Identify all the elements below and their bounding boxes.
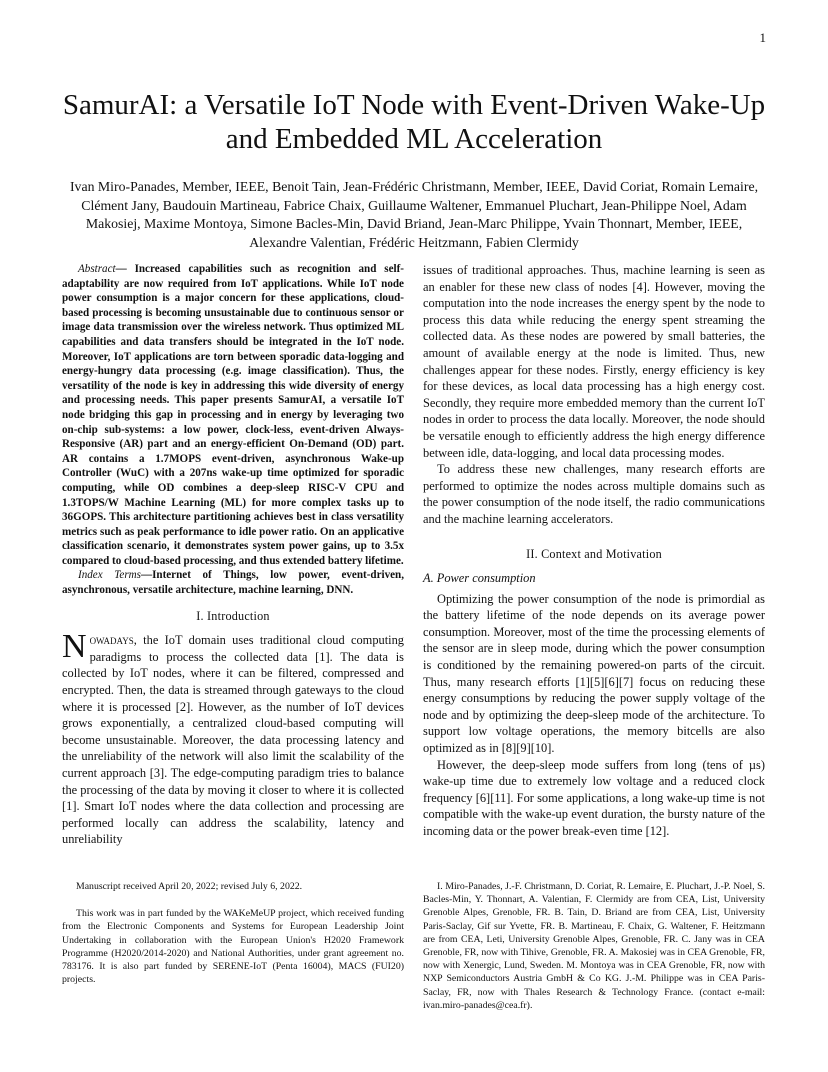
intro-paragraph bbox=[62, 628, 404, 848]
intro-text: the IoT domain uses traditional cloud computing paradigms to process the collected data [1]. The data is collected by IoT nodes, where it can be filtered, compressed and encrypted. Then, the data is streamed through gateways to the cloud where it is processed [2]. However, as the number of IoT devices grows exponentially, a centralized cloud-based computing will become unsustainable. Moreover, the data processing latency and the unreliability of the network will also limit the scalability of the current approach [3]. The edge-computing paradigm tries to balance the processing of the data by moving it closer to where it is collected [1]. Smart IoT nodes where the data collection and processing are performed locally can address the scalability, latency and unreliability bbox=[62, 633, 404, 847]
footnotes-right bbox=[423, 880, 765, 1012]
right-paragraph-1: issues of traditional approaches. Thus, machine learning is seen as an enabler for these new class of nodes [4]. However, moving the computation into the node increases the energy spent by the node to process this data while reducing the energy spent streaming the collected data. As these nodes are powered by small batteries, the amount of available energy at the node is limited. Thus, new challenges appear for these nodes. Firstly, energy efficiency is key for these devices, as local data processing has a high energy cost. Secondly, they require more embedded memory than the current IoT nodes in order to process the data locally. Moreover, the node should be versatile enough to efficiently address the high energy difference between idle, data-logging, and local data processing modes. bbox=[423, 263, 765, 460]
footnote-affiliations: I. Miro-Panades, J.-F. Christmann, D. Coriat, R. Lemaire, E. Pluchart, J.-P. Noel, S. Bacles-Min, Y. Thonnart, A. Valentian, F. Clermidy are from CEA, List, University Grenoble Alpes, Grenoble, FR. B. Tain, D. Briand are from CEA, List, University Paris-Saclay, Gif sur Yvette, FR. B. Martineau, F. Chaix, G. Waltener, F. Heitzmann are from CEA, Leti, University Grenoble Alpes, Grenoble, FR. C. Jany was in CEA Grenoble, FR, now with Tihive, Grenoble, FR. A. Makosiej was in CEA Grenoble, FR, now with Xenergic, Lund, Sweden. M. Montoya was in CEA Grenoble, FR, now with NXP Semiconductors Austria GmbH & Co KG. J.-M. Philippe was in CEA Paris-Saclay, FR, now with Thales Research & Technology France. (contact e-mail: ivan.miro-panades@cea.fr). bbox=[423, 881, 765, 1011]
power-paragraph-2: However, the deep-sleep mode suffers from long (tens of µs) wake-up time due to extremely low voltage and a reduced clock frequency [6][11]. For some applications, a long wake-up time is not compatible with the wake-up event duration, the bursty nature of the incoming data or the power break-even time [12]. bbox=[423, 757, 765, 838]
abstract-text: — Increased capabilities such as recognition and self-adaptability are now required from IoT applications. While IoT node power consumption is a major concern for these applications, cloud-based processing is becoming unsustainable due to continuous sensor or image data transmission over the wireless network. Thus optimized ML capabilities and data transfers should be integrated in the IoT node. Moreover, IoT applications are torn between sporadic data-logging and energy-hungry data processing (e.g. image classification). Thus, the versatility of the node is key in addressing this wide diversity of energy and processing needs. This paper presents SamurAI, a versatile IoT node bridging this gap in processing and in energy by leveraging two on-chip sub-systems: a low power, clock-less, event-driven Always-Responsive (AR) part and an energy-efficient On-Demand (OD) part. AR contains a 1.7MOPS event-driven, asynchronous Wake-up Controller (WuC) with a 207ns wake-up time optimized for sporadic computing, while OD combines a deep-sleep RISC-V CPU and 1.3TOPS/W Machine Learning (ML) for more complex tasks up to 36GOPS. This architecture partitioning achieves best in class versatility metrics such as peak performance to idle power ratio. On an applicative classification scenario, it demonstrates system power gains, up to 3.5x compared to cloud-based processing, and thus extended battery lifetime. bbox=[62, 263, 404, 567]
section-heading-introduction: I. Introduction bbox=[196, 608, 270, 623]
abstract-label: Abstract bbox=[78, 263, 116, 275]
right-paragraph-2: To address these new challenges, many research efforts are performed to optimize the nodes across multiple domains such as the power consumption of the node itself, the radio communications and the machine learning accelerators. bbox=[423, 462, 765, 526]
left-column bbox=[62, 262, 404, 848]
footnotes-left bbox=[62, 880, 404, 1000]
intro-first-word: owadays, bbox=[89, 633, 137, 648]
drop-cap: N bbox=[62, 628, 87, 666]
author-list: Ivan Miro-Panades, Member, IEEE, Benoit Tain, Jean-Frédéric Christmann, Member, IEEE, David Coriat, Romain Lemaire, Clément Jany, Baudouin Martineau, Fabrice Chaix, Guillaume Waltener, Emmanuel Pluchart, Jean-Philippe Noel, Adam Makosiej, Maxime Montoya, Simone Bacles-Min, David Briand, Jean-Marc Philippe, Yvain Thonnart, Member, IEEE, Alexandre Valentian, Frédéric Heitzmann, Fabien Clermidy bbox=[69, 179, 759, 250]
footnote-funding: This work was in part funded by the WAKeMeUP project, which received funding from the Electronic Components and Systems for European Leadership Joint Undertaking in collaboration with the European Union's H2020 Framework Programme (H2020/2014-2020) and National Authorities, under grant agreement no. 783176. It is also part funded by SERENE-IoT (Penta 16004), MACS (FUI20) projects. bbox=[62, 908, 404, 986]
section-heading-context: II. Context and Motivation bbox=[526, 546, 662, 561]
index-terms bbox=[62, 568, 404, 597]
subsection-heading-power: A. Power consumption bbox=[423, 571, 536, 586]
page-number: 1 bbox=[759, 30, 766, 45]
right-column bbox=[423, 262, 765, 840]
power-paragraph-1: Optimizing the power consumption of the node is primordial as the battery lifetime of the node depends on its average power consumption. Moreover, most of the time the processing elements of the sensor are in sleep mode, during which the power consumption is conditioned by the remaining powered-on parts of the circuit. Thus, many research efforts [1][5][6][7] focus on reducing these energy consumptions by reducing the power supply voltage of the node and by optimizing the deep-sleep mode of the architecture. To support low voltage operations, the memory bitcells are also optimized as in [8][9][10]. bbox=[423, 591, 765, 756]
index-terms-label: Index Terms bbox=[78, 569, 141, 582]
footnote-manuscript: Manuscript received April 20, 2022; revised July 6, 2022. bbox=[76, 881, 303, 892]
index-terms-text: —Internet of Things, low power, event-driven, asynchronous, versatile architecture, machine learning, DNN. bbox=[62, 569, 404, 597]
paper-title: SamurAI: a Versatile IoT Node with Event-Driven Wake-Up and Embedded ML Acceleration bbox=[62, 89, 766, 155]
abstract bbox=[62, 262, 404, 568]
